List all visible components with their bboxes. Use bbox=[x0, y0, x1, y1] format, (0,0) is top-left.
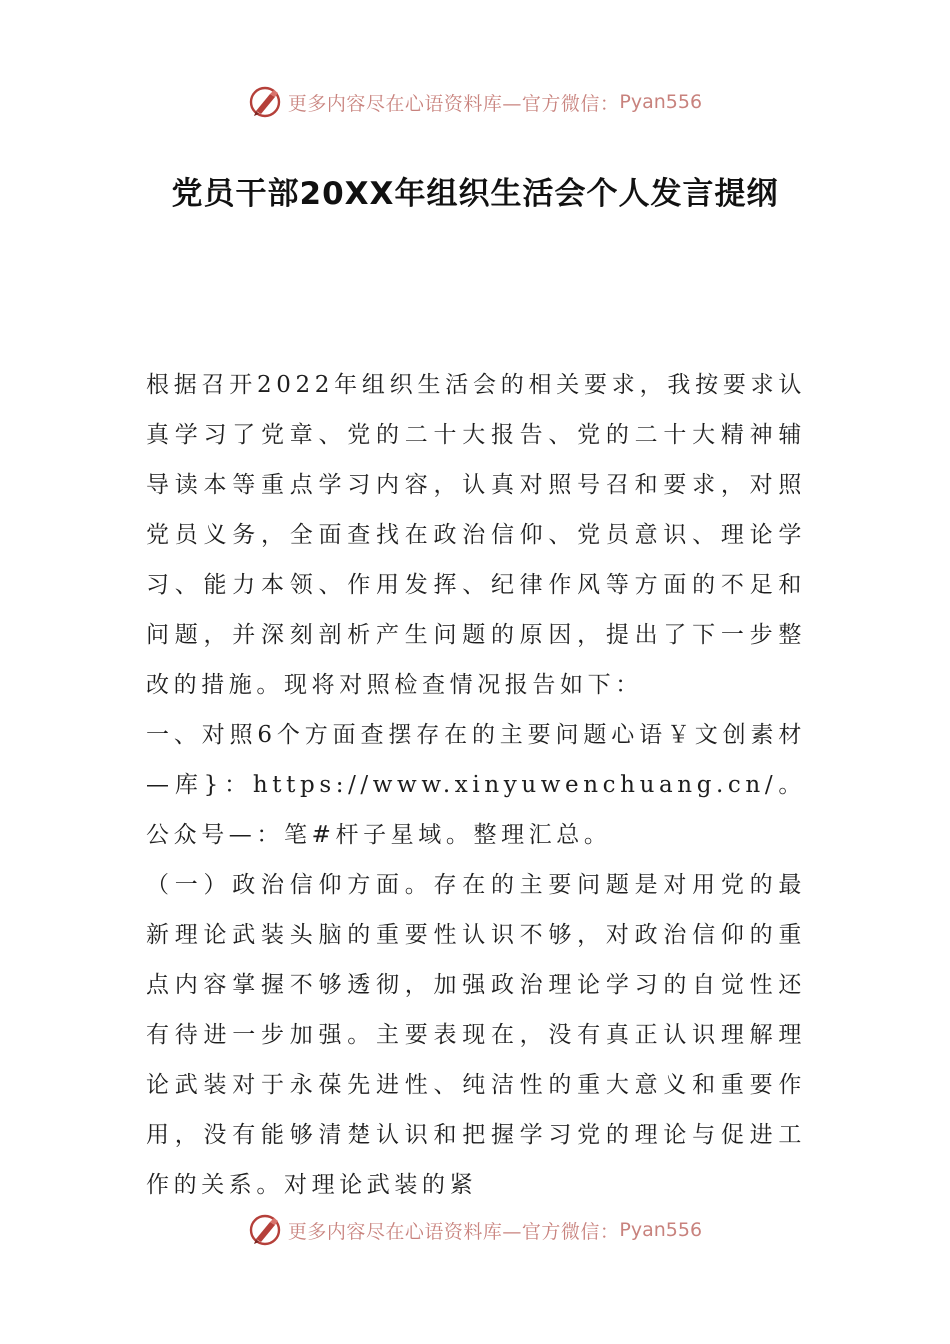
watermark-wechat-id: Pyan556 bbox=[619, 91, 703, 113]
pen-logo-icon bbox=[248, 84, 284, 120]
pen-logo-icon bbox=[248, 1212, 284, 1248]
watermark-text: 更多内容尽在心语资料库—官方微信： bbox=[287, 1220, 620, 1243]
paragraph-intro: 根据召开2022年组织生活会的相关要求，我按要求认真学习了党章、党的二十大报告、党的二十大精神辅导读本等重点学习内容，认真对照号召和要求，对照党员义务，全面查找在政治信仰、党员意识、理论学习、能力本领、作用发挥、纪律作风等方面的不足和问题，并深刻剖析产生问题的原因，提出了下一步整改的措施。现将对照检查情况报告如下： bbox=[146, 372, 806, 698]
watermark-header bbox=[0, 82, 950, 122]
paragraph-section-heading: 一、对照6个方面查摆存在的主要问题心语￥文创素材—库}：https://www.xinyuwenchuang.cn/。公众号—：笔#杆子星域。整理汇总。 bbox=[146, 722, 806, 848]
document-body bbox=[146, 360, 806, 1210]
watermark-wechat-id: Pyan556 bbox=[619, 1219, 703, 1241]
watermark-footer bbox=[0, 1210, 950, 1250]
paragraph-political-belief: （一）政治信仰方面。存在的主要问题是对用党的最新理论武装头脑的重要性认识不够，对政治信仰的重点内容掌握不够透彻，加强政治理论学习的自觉性还有待进一步加强。主要表现在，没有真正认识理解理论武装对于永葆先进性、纯洁性的重大意义和重要作用，没有能够清楚认识和把握学习党的理论与促进工作的关系。对理论武装的紧 bbox=[146, 872, 806, 1198]
document-title: 党员干部20XX年组织生活会个人发言提纲 bbox=[171, 176, 779, 212]
watermark-text: 更多内容尽在心语资料库—官方微信： bbox=[287, 92, 620, 115]
